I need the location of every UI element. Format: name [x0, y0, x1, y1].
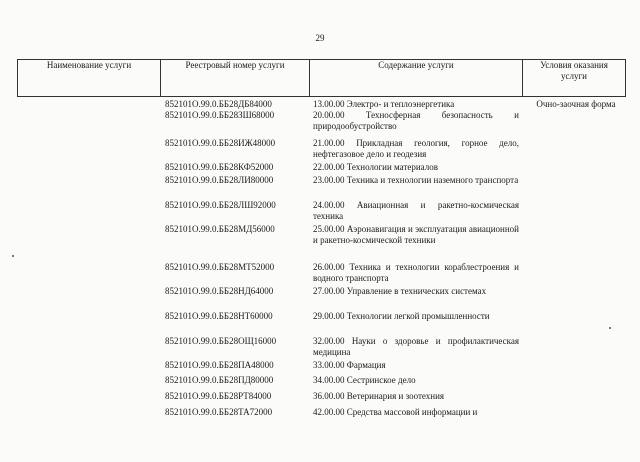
registry-number: 852101О.99.0.ББ28ПД80000 — [165, 375, 274, 385]
service-content: 26.00.00 Техника и технологии кораблестроения и водного транспорта — [313, 262, 519, 283]
header-bottom-border — [17, 96, 625, 97]
registry-number: 852101О.99.0.ББ28НД64000 — [165, 286, 274, 296]
registry-number: 852101О.99.0.ББ28ЛИ80000 — [165, 175, 274, 185]
service-content: 25.00.00 Аэронавигация и эксплуатация авиационной и ракетно-космической техники — [313, 224, 519, 245]
service-content: 22.00.00 Технологии материалов — [313, 162, 438, 172]
registry-number: 852101О.99.0.ББ28МТ52000 — [165, 262, 275, 272]
service-content: 36.00.00 Ветеринария и зоотехния — [313, 391, 445, 401]
header-name: Наименование услуги — [46, 60, 132, 70]
registry-number: 852101О.99.0.ББ28ЛШ92000 — [165, 200, 276, 210]
service-content: 42.00.00 Средства массовой информации и — [313, 407, 478, 417]
registry-number: 852101О.99.0.ББ28ДБ84000 — [165, 99, 272, 109]
service-content: 32.00.00 Науки о здоровье и профилактическая медицина — [313, 336, 519, 357]
registry-number: 852101О.99.0.ББ28ОЩ16000 — [165, 336, 277, 346]
service-content: 21.00.00 Прикладная геология, горное дело, нефтегазовое дело и геодезия — [313, 138, 519, 159]
service-content: 13.00.00 Электро- и теплоэнергетика — [313, 99, 455, 109]
service-content: 29.00.00 Технологии легкой промышленности — [313, 311, 490, 321]
service-content: 27.00.00 Управление в технических системах — [313, 286, 487, 296]
registry-number: 852101О.99.0.ББ28КФ52000 — [165, 162, 274, 172]
registry-number: 852101О.99.0.ББ28ПА48000 — [165, 360, 274, 370]
registry-number: 852101О.99.0.ББ28РТ84000 — [165, 391, 272, 401]
registry-number: 852101О.99.0.ББ28ЗШ68000 — [165, 110, 275, 120]
header-conditions: Условия оказания услуги — [540, 60, 608, 81]
service-content: 33.00.00 Фармация — [313, 360, 386, 370]
registry-number: 852101О.99.0.ББ28ТА72000 — [165, 407, 273, 417]
header-divider — [522, 59, 523, 97]
registry-number: 852101О.99.0.ББ28МД56000 — [165, 224, 275, 234]
header-divider — [625, 59, 626, 97]
registry-number: 852101О.99.0.ББ28ИЖ48000 — [165, 138, 276, 148]
service-content: 34.00.00 Сестринское дело — [313, 375, 416, 385]
registry-number: 852101О.99.0.ББ28НТ60000 — [165, 311, 273, 321]
header-registry: Реестровый номер услуги — [185, 60, 285, 70]
service-conditions: Очно-заочная форма — [536, 99, 616, 109]
service-content: 23.00.00 Техника и технологии наземного транспорта — [313, 175, 519, 185]
service-content: 20.00.00 Техносферная безопасность и природообустройство — [313, 110, 519, 131]
service-content: 24.00.00 Авиационная и ракетно-космическая техника — [313, 200, 519, 221]
scan-speck — [609, 327, 611, 329]
page-number: 29 — [315, 33, 325, 43]
scan-speck — [12, 255, 14, 257]
header-content: Содержание услуги — [378, 60, 454, 70]
